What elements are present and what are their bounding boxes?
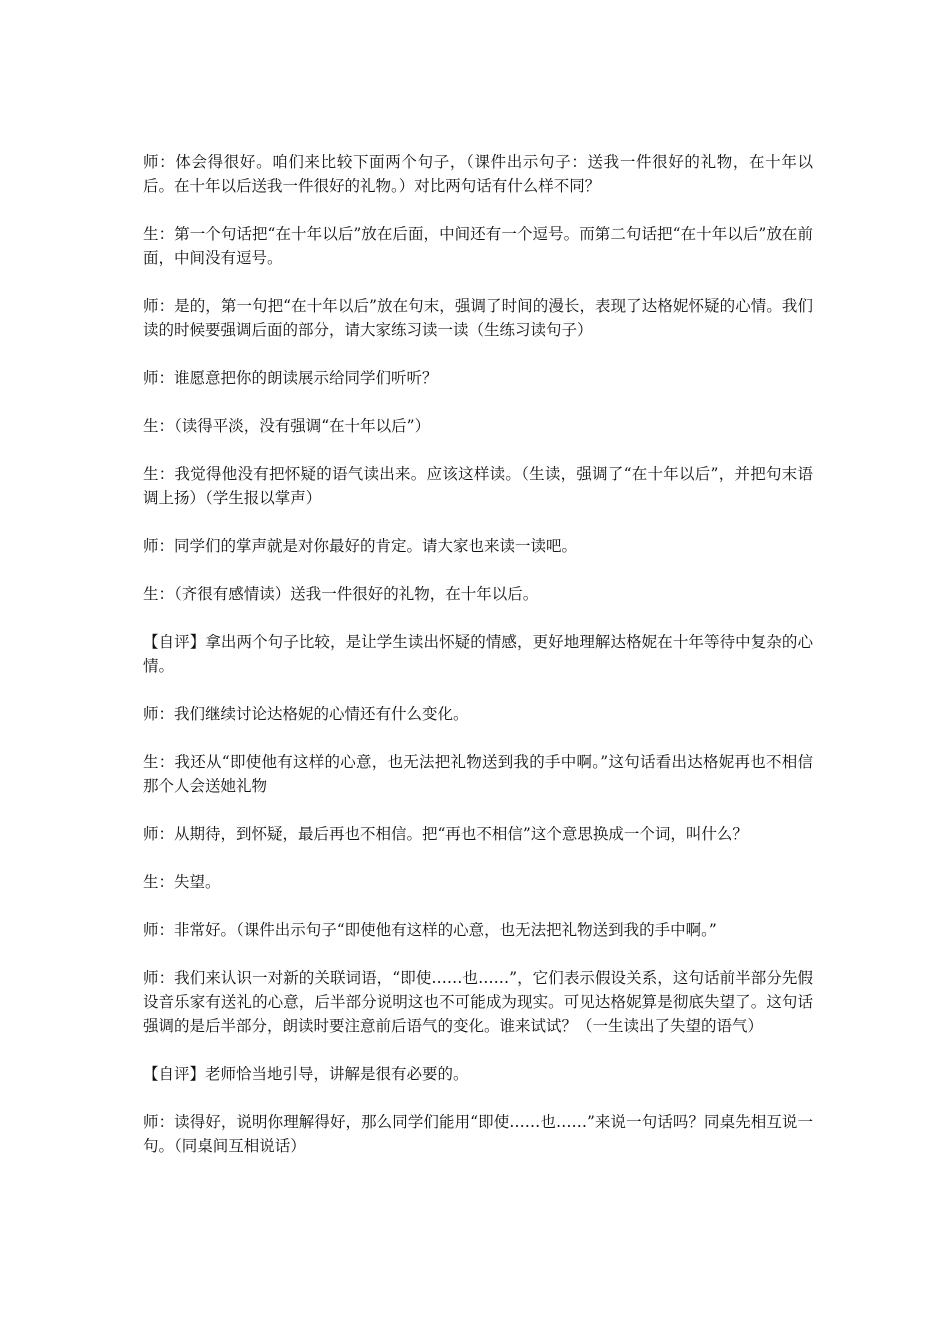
paragraph-student-read-doubt: 生：我觉得他没有把怀疑的语气读出来。应该这样读。（生读，强调了“在十年以后”，并把句末语调上扬）（学生报以掌声） (143, 465, 813, 507)
paragraph-teacher-ask-word: 师：从期待，到怀疑，最后再也不相信。把“再也不相信”这个意思换成一个词，叫什么？ (143, 825, 748, 843)
paragraph-teacher-compare: 师：体会得很好。咱们来比较下面两个句子，（课件出示句子：送我一件很好的礼物，在十年以后。在十年以后送我一件很好的礼物。）对比两句话有什么样不同？ (143, 153, 813, 195)
paragraph-teacher-praise: 师：同学们的掌声就是对你最好的肯定。请大家也来读一读吧。 (143, 537, 578, 555)
paragraph-teacher-practice: 师：读得好，说明你理解得好，那么同学们能用“即使……也……”来说一句话吗？同桌先相互说一句。（同桌间互相说话） (143, 1113, 813, 1155)
paragraph-teacher-show-sentence: 师：非常好。（课件出示句子“即使他有这样的心意，也无法把礼物送到我的手中啊。” (143, 921, 717, 939)
paragraph-student-read-flat: 生：（读得平淡，没有强调“在十年以后”） (143, 417, 431, 435)
paragraph-student-answer-2: 生：我还从“即使他有这样的心意，也无法把礼物送到我的手中啊。”这句话看出达格妮再也不相信那个人会送她礼物 (143, 753, 813, 795)
paragraph-class-read: 生：（齐很有感情读）送我一件很好的礼物，在十年以后。 (143, 585, 539, 603)
paragraph-student-answer-1: 生：第一个句话把“在十年以后”放在后面，中间还有一个逗号。而第二句话把“在十年以后”放在前面，中间没有逗号。 (143, 225, 813, 267)
paragraph-self-review-1: 【自评】拿出两个句子比较，是让学生读出怀疑的情感，更好地理解达格妮在十年等待中复杂的心情。 (143, 633, 813, 675)
paragraph-teacher-continue: 师：我们继续讨论达格妮的心情还有什么变化。 (143, 705, 469, 723)
paragraph-teacher-explain-1: 师：是的，第一句把“在十年以后”放在句末，强调了时间的漫长，表现了达格妮怀疑的心情。我们读的时候要强调后面的部分，请大家练习读一读（生练习读句子） (143, 297, 813, 339)
document-body (143, 150, 813, 1182)
paragraph-self-review-2: 【自评】老师恰当地引导，讲解是很有必要的。 (143, 1065, 469, 1083)
paragraph-student-disappointed: 生：失望。 (143, 873, 221, 891)
paragraph-teacher-ask-read: 师：谁愿意把你的朗读展示给同学们听听？ (143, 369, 438, 387)
paragraph-teacher-conjunction: 师：我们来认识一对新的关联词语，“即使……也……”，它们表示假设关系，这句话前半部分先假设音乐家有送礼的心意，后半部分说明这也不可能成为现实。可见达格妮算是彻底失望了。这句话强调的是后半部分，朗读时要注意前后语气的变化。谁来试试？（一生读出了失望的语气） (143, 969, 813, 1035)
